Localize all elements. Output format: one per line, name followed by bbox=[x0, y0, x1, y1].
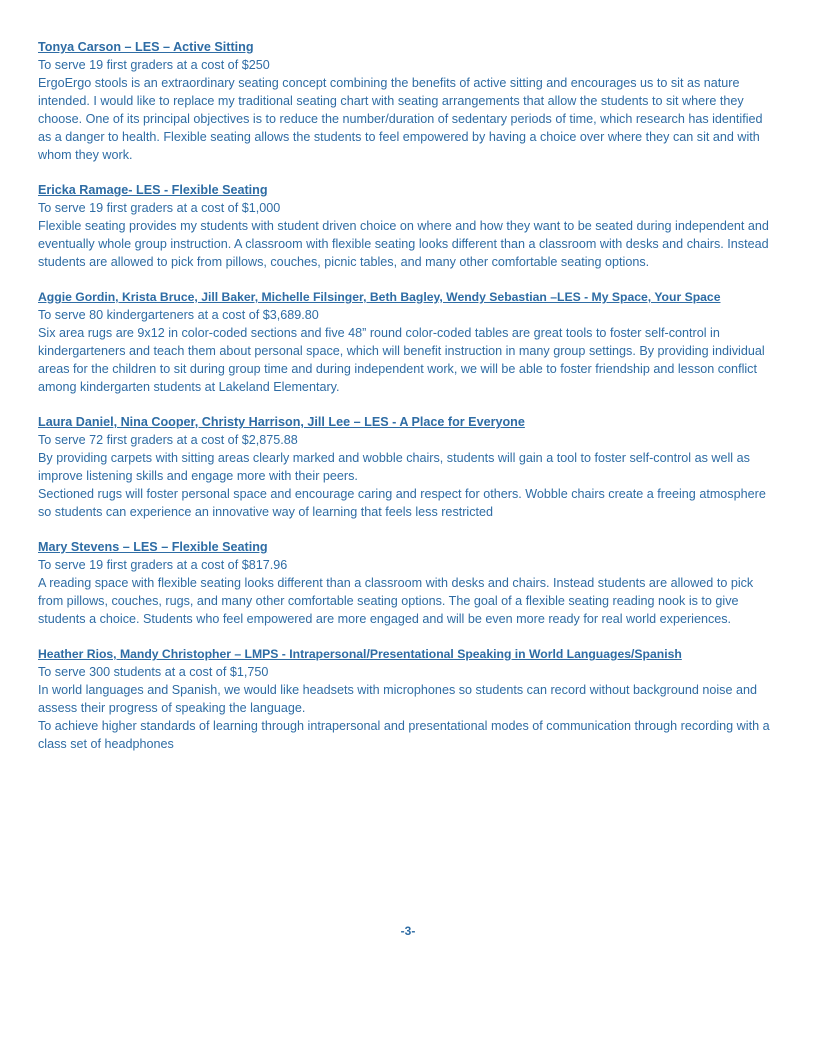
document-body bbox=[38, 38, 778, 770]
grant-title: Ericka Ramage- LES - Flexible Seating bbox=[38, 183, 268, 197]
grant-entry-gordin bbox=[38, 288, 778, 396]
grant-serve-line: To serve 72 first graders at a cost of $2,875.88 bbox=[38, 433, 298, 447]
grant-title: Tonya Carson – LES – Active Sitting bbox=[38, 40, 254, 54]
grant-entry-ramage bbox=[38, 181, 778, 271]
grant-description: In world languages and Spanish, we would like headsets with microphones so students can record without background noise and assess their progress of speaking the language. bbox=[38, 683, 757, 715]
grant-serve-line: To serve 300 students at a cost of $1,750 bbox=[38, 665, 269, 679]
grant-title: Heather Rios, Mandy Christopher – LMPS - Intrapersonal/Presentational Speaking in World Languages/Spanish bbox=[38, 647, 682, 661]
grant-entry-rios bbox=[38, 645, 778, 753]
grant-title: Laura Daniel, Nina Cooper, Christy Harrison, Jill Lee – LES - A Place for Everyone bbox=[38, 415, 525, 429]
grant-description: By providing carpets with sitting areas clearly marked and wobble chairs, students will gain a tool to foster self-control as well as improve listening skills and engage more with their peers. bbox=[38, 451, 750, 483]
grant-description: A reading space with flexible seating looks different than a classroom with desks and chairs. Instead students are allowed to pick from pillows, couches, rugs, and many other comfortable seating options. The goal of a flexible seating reading nook is to give students a choice. Students who feel empowered are more engaged and will be even more ready for real world experiences. bbox=[38, 576, 754, 626]
grant-serve-line: To serve 19 first graders at a cost of $250 bbox=[38, 58, 270, 72]
page-number: -3- bbox=[400, 924, 416, 938]
grant-entry-daniel bbox=[38, 413, 778, 521]
grant-entry-carson bbox=[38, 38, 778, 164]
grant-serve-line: To serve 80 kindergarteners at a cost of $3,689.80 bbox=[38, 308, 319, 322]
grant-description: ErgoErgo stools is an extraordinary seating concept combining the benefits of active sitting and encourages us to sit as nature intended. I would like to replace my traditional seating chart with seating arrangements that allow the students to sit where they choose. One of its principal objectives is to reduce the number/duration of sedentary periods of time, which research has identified as a danger to health. Flexible seating allows the students to feel empowered by having a choice over where they can sit and with whom they work. bbox=[38, 76, 763, 162]
grant-description: Six area rugs are 9x12 in color-coded sections and five 48” round color-coded tables are great tools to foster self-control in kindergarteners and teach them about personal space, which will benefit instruction in many group settings. By providing individual areas for the children to sit during group time and during independent work, we will be able to foster friendship and lesson conflict among kindergarten students at Lakeland Elementary. bbox=[38, 326, 765, 394]
grant-title: Mary Stevens – LES – Flexible Seating bbox=[38, 540, 268, 554]
grant-title: Aggie Gordin, Krista Bruce, Jill Baker, Michelle Filsinger, Beth Bagley, Wendy Sebastian –LES - My Space, Your Space bbox=[38, 290, 721, 304]
grant-serve-line: To serve 19 first graders at a cost of $1,000 bbox=[38, 201, 281, 215]
grant-description: Sectioned rugs will foster personal space and encourage caring and respect for others. Wobble chairs create a freeing atmosphere so students can experience an innovative way of learning that feels less restricted bbox=[38, 487, 766, 519]
grant-entry-stevens bbox=[38, 538, 778, 628]
grant-serve-line: To serve 19 first graders at a cost of $817.96 bbox=[38, 558, 288, 572]
grant-description: To achieve higher standards of learning through intrapersonal and presentational modes of communication through recording with a class set of headphones bbox=[38, 719, 770, 751]
grant-description: Flexible seating provides my students with student driven choice on where and how they want to be seated during independent and eventually whole group instruction. A classroom with flexible seating looks different than a classroom with desks and chairs. Instead students are allowed to pick from pillows, couches, picnic tables, and many other comfortable seating options. bbox=[38, 219, 769, 269]
